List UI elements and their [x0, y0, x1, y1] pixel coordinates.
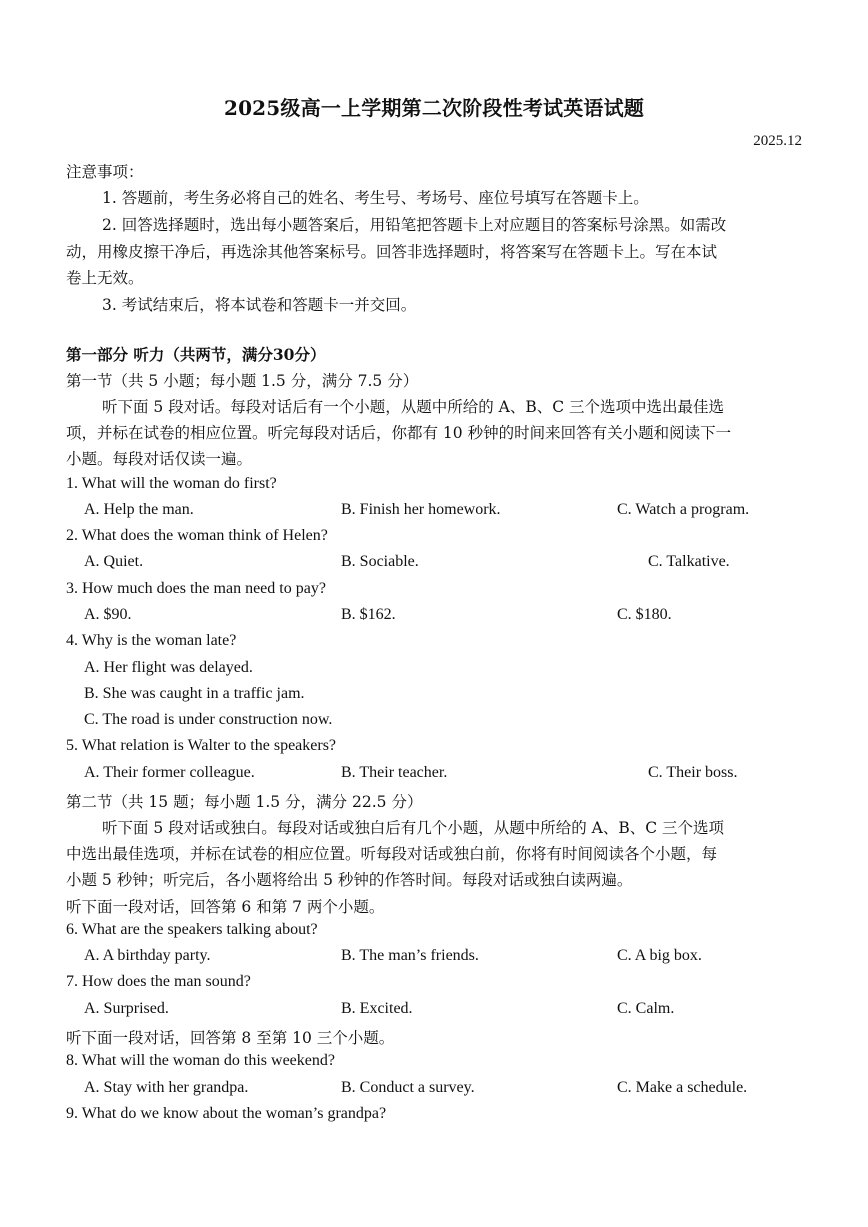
option-a: A. Stay with her grandpa.	[84, 1079, 249, 1096]
option-b: B. $162.	[341, 606, 396, 623]
section2-instruction-line-2: 中选出最佳选项，并标在试卷的相应位置。听每段对话或独白前，你将有时间阅读各个小题，每	[66, 845, 718, 863]
question-4-option-a: A. Her flight was delayed.	[84, 659, 253, 676]
notice-item-2-line-1: 2. 回答选择题时，选出每小题答案后，用铅笔把答题卡上对应题目的答案标号涂黑。如需改	[102, 216, 727, 234]
exam-date: 2025.12	[753, 133, 802, 149]
question-9: 9. What do we know about the woman’s grandpa?	[66, 1105, 387, 1122]
question-8-options	[0, 1079, 868, 1101]
section2-subinstruction-1: 听下面一段对话，回答第 6 和第 7 两个小题。	[66, 898, 385, 916]
section2-instruction-line-1: 听下面 5 段对话或独白。每段对话或独白后有几个小题，从题中所给的 A、B、C 三个选项	[102, 819, 725, 837]
exam-title: 2025级高一上学期第二次阶段性考试英语试题	[223, 96, 645, 120]
section1-instruction-line-3: 小题。每段对话仅读一遍。	[66, 450, 253, 468]
option-c: C. Make a schedule.	[617, 1079, 748, 1096]
part1-heading: 第一部分 听力（共两节，满分30分）	[66, 345, 326, 364]
question-3: 3. How much does the man need to pay?	[66, 580, 326, 597]
option-b: B. Finish her homework.	[341, 501, 501, 518]
question-7-options	[0, 1000, 868, 1022]
section1-instruction-line-1: 听下面 5 段对话。每段对话后有一个小题，从题中所给的 A、B、C 三个选项中选出最佳选	[102, 398, 725, 416]
option-c: C. Talkative.	[648, 553, 730, 570]
option-a: A. Surprised.	[84, 1000, 169, 1017]
option-c: C. Calm.	[617, 1000, 675, 1017]
option-b: B. Sociable.	[341, 553, 419, 570]
section2-heading: 第二节（共 15 题；每小题 1.5 分，满分 22.5 分）	[66, 793, 423, 811]
notice-heading: 注意事项：	[66, 163, 144, 181]
question-1-options	[0, 501, 868, 523]
option-a: A. $90.	[84, 606, 132, 623]
section1-instruction-line-2: 项，并标在试卷的相应位置。听完每段对话后，你都有 10 秒钟的时间来回答有关小题和阅读下一	[66, 424, 732, 442]
option-a: A. Quiet.	[84, 553, 144, 570]
option-c: C. Watch a program.	[617, 501, 750, 518]
option-b: B. Excited.	[341, 1000, 413, 1017]
option-b: B. Their teacher.	[341, 764, 448, 781]
option-a: A. Their former colleague.	[84, 764, 255, 781]
option-b: B. Conduct a survey.	[341, 1079, 475, 1096]
question-2-options	[0, 553, 868, 575]
question-4: 4. Why is the woman late?	[66, 632, 237, 649]
question-4-option-c: C. The road is under construction now.	[84, 711, 333, 728]
notice-item-3: 3. 考试结束后，将本试卷和答题卡一并交回。	[102, 296, 417, 314]
notice-item-1: 1. 答题前，考生务必将自己的姓名、考生号、考场号、座位号填写在答题卡上。	[102, 189, 649, 207]
option-c: C. $180.	[617, 606, 672, 623]
question-3-options	[0, 606, 868, 628]
question-2: 2. What does the woman think of Helen?	[66, 527, 328, 544]
section2-subinstruction-2: 听下面一段对话，回答第 8 至第 10 三个小题。	[66, 1029, 395, 1047]
option-c: C. Their boss.	[648, 764, 738, 781]
notice-item-2-line-2: 动，用橡皮擦干净后，再选涂其他答案标号。回答非选择题时，将答案写在答题卡上。写在本试	[66, 243, 718, 261]
question-1: 1. What will the woman do first?	[66, 475, 277, 492]
notice-item-2-line-3: 卷上无效。	[66, 269, 144, 287]
question-4-option-b: B. She was caught in a traffic jam.	[84, 685, 305, 702]
question-5: 5. What relation is Walter to the speakers?	[66, 737, 337, 754]
section2-instruction-line-3: 小题 5 秒钟；听完后，各小题将给出 5 秒钟的作答时间。每段对话或独白读两遍。	[66, 871, 633, 889]
question-6-options	[0, 947, 868, 969]
option-a: A. Help the man.	[84, 501, 194, 518]
section1-heading: 第一节（共 5 小题；每小题 1.5 分，满分 7.5 分）	[66, 372, 419, 390]
question-5-options	[0, 764, 868, 786]
question-6: 6. What are the speakers talking about?	[66, 921, 318, 938]
option-b: B. The man’s friends.	[341, 947, 479, 964]
option-a: A. A birthday party.	[84, 947, 211, 964]
question-8: 8. What will the woman do this weekend?	[66, 1052, 335, 1069]
option-c: C. A big box.	[617, 947, 702, 964]
question-7: 7. How does the man sound?	[66, 973, 251, 990]
